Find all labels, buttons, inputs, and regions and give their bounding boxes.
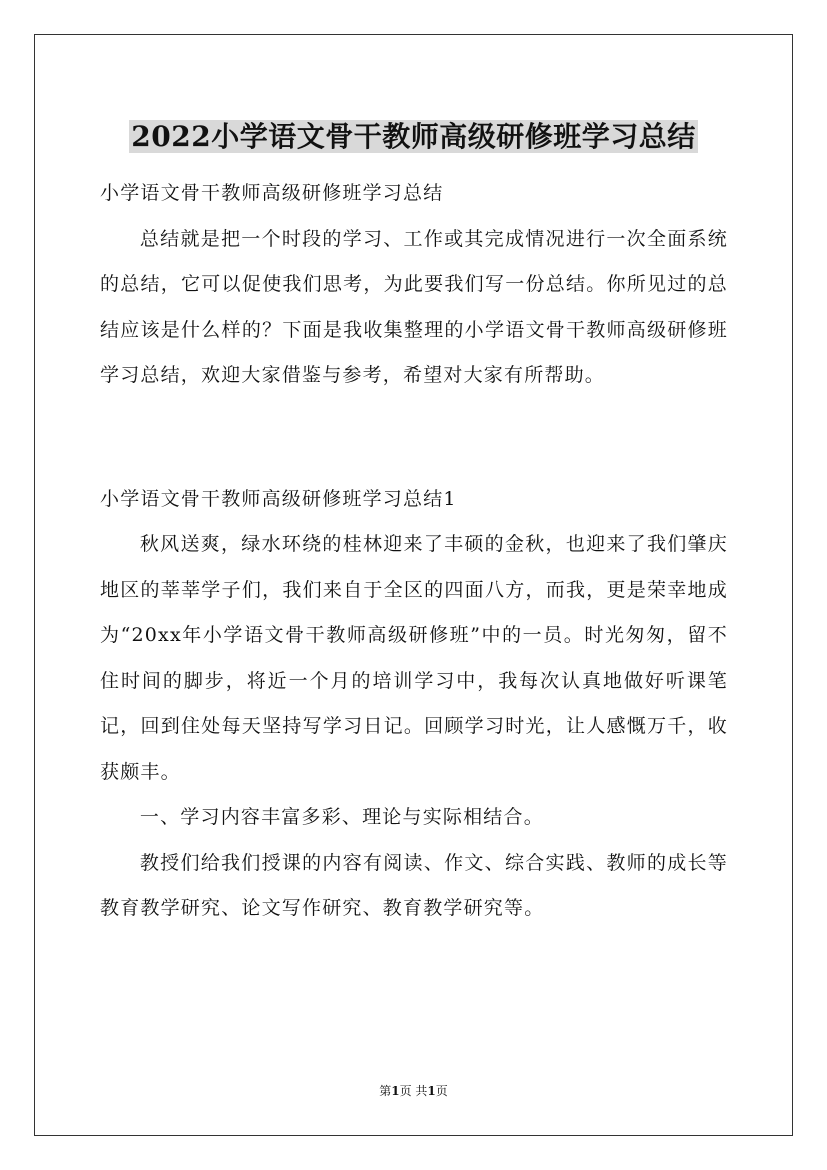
intro-paragraph: 总结就是把一个时段的学习、工作或其完成情况进行一次全面系统的总结，它可以促使我们思考，为此要我们写一份总结。你所见过的总结应该是什么样的？下面是我收集整理的小学语文骨干教师高级研修班学习总结，欢迎大家借鉴与参考，希望对大家有所帮助。 bbox=[100, 227, 728, 386]
document-body bbox=[100, 171, 728, 932]
footer-prefix: 第 bbox=[379, 1084, 392, 1098]
body-paragraph-1: 秋风送爽，绿水环绕的桂林迎来了丰硕的金秋，也迎来了我们肇庆地区的莘莘学子们，我们来自于全区的四面八方，而我，更是荣幸地成为“20xx年小学语文骨干教师高级研修班”中的一员。时光匆匆，留不住时间的脚步，将近一个月的培训学习中，我每次认真地做好听课笔记，回到住处每天坚持写学习日记。回顾学习时光，让人感慨万千，收获颇丰。 bbox=[100, 533, 728, 783]
page-footer bbox=[0, 1083, 827, 1099]
document-title-text: 2022小学语文骨干教师高级研修班学习总结 bbox=[131, 119, 696, 153]
footer-suffix: 页 bbox=[435, 1084, 448, 1098]
footer-mid: 页 共 bbox=[399, 1084, 428, 1098]
document-title bbox=[0, 117, 827, 157]
body-paragraph-3: 教授们给我们授课的内容有阅读、作文、综合实践、教师的成长等教育教学研究、论文写作研究、教育教学研究等。 bbox=[100, 851, 728, 919]
footer-page-number: 1 bbox=[391, 1084, 400, 1098]
intro-heading: 小学语文骨干教师高级研修班学习总结 bbox=[100, 182, 444, 204]
section-spacer bbox=[100, 399, 728, 477]
section-heading: 小学语文骨干教师高级研修班学习总结1 bbox=[100, 487, 457, 510]
body-paragraph-2: 一、学习内容丰富多彩、理论与实际相结合。 bbox=[139, 806, 544, 828]
footer-page-total: 1 bbox=[427, 1084, 436, 1098]
